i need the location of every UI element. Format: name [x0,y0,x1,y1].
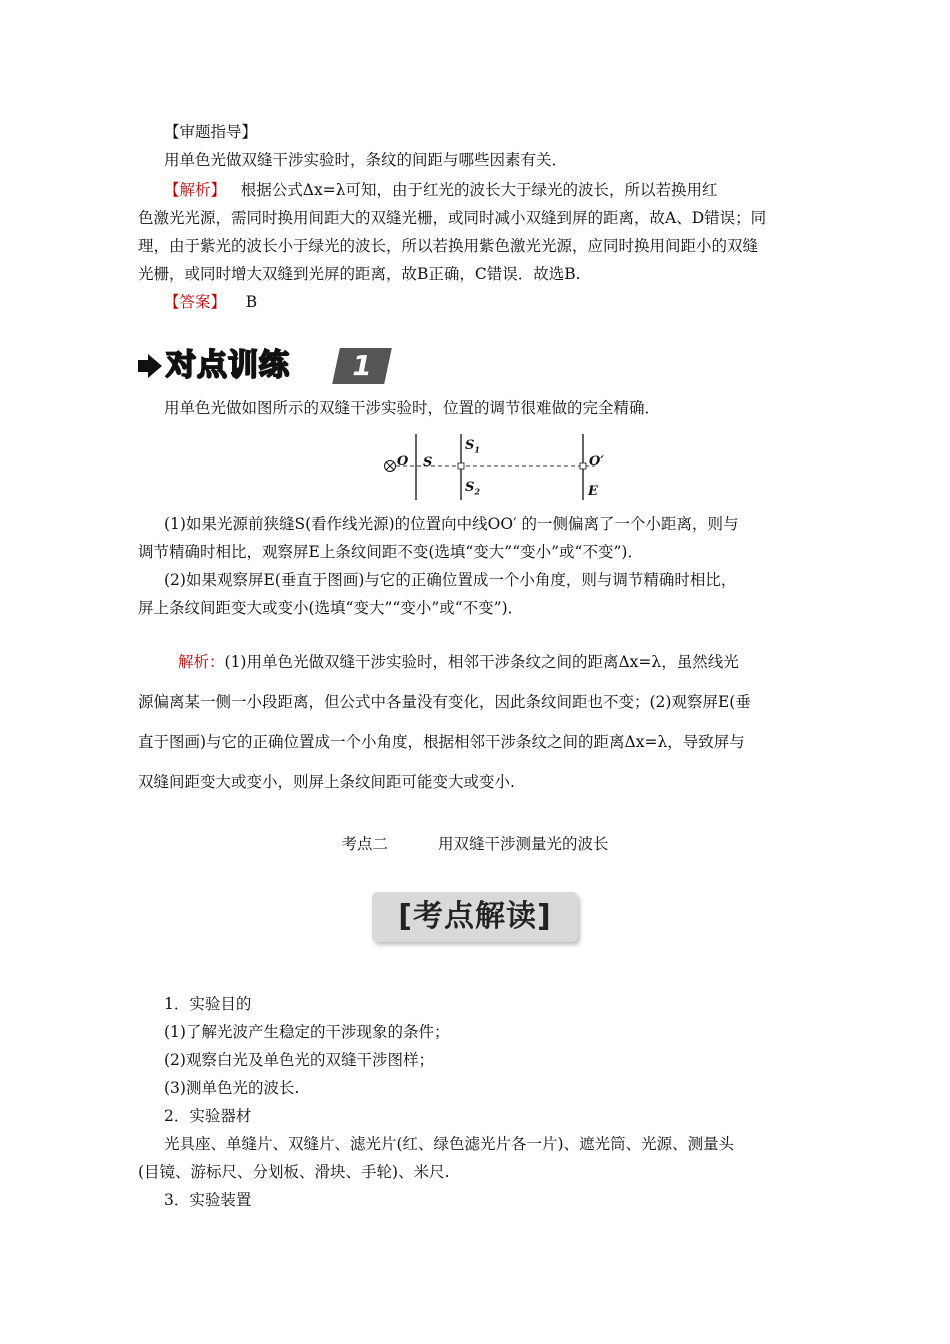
content-h1: 1．实验目的 [164,995,252,1013]
practice-number: 1 [352,349,372,382]
analysis1-line3: 理，由于紫光的波长小于绿光的波长，所以若换用紫色激光光源，应同时换用间距小的双缝 [138,237,759,255]
content-p2: (2)观察白光及单色光的双缝干涉图样； [164,1051,434,1069]
analysis2-line1 [178,652,858,672]
content-p4: 光具座、单缝片、双缝片、滤光片(红、绿色滤光片各一片)、遮光筒、光源、测量头 [164,1135,735,1153]
analysis1-label: 【解析】 [164,181,227,199]
section-number: 考点二 [341,835,388,853]
answer1-value: B [245,293,258,311]
guide-title: 【审题指导】 [164,123,258,141]
double-slit-diagram [380,432,610,502]
answer1 [164,292,844,312]
section-heading [0,832,950,854]
analysis1-line4: 光栅，或同时增大双缝到光屏的距离，故B正确，C错误．故选B. [138,265,581,283]
content-h3: 3．实验装置 [164,1191,252,1209]
guide-text: 用单色光做双缝干涉实验时，条纹的间距与哪些因素有关． [164,151,568,169]
question2-line2: 屏上条纹间距变大或变小(选填“变大”“变小”或“不变”)． [138,599,524,617]
practice-banner-text: 对点训练 [166,348,290,383]
exercise-intro: 用单色光做如图所示的双缝干涉实验时，位置的调节很难做的完全精确． [164,399,661,417]
content-h2: 2．实验器材 [164,1107,252,1125]
kaodian-badge: [考点解读] [372,892,578,942]
analysis2-line4: 双缝间距变大或变小，则屏上条纹间距可能变大或变小. [138,773,515,791]
analysis1-line2: 色激光光源，需同时换用间距大的双缝光栅，或同时减小双缝到屏的距离，故A、D错误；同 [138,209,767,227]
practice-banner [136,346,396,386]
label-o: O [397,454,409,469]
label-s1: $S_1$ [465,438,480,455]
analysis1-line1 [164,180,844,200]
content-p3: (3)测单色光的波长. [164,1079,300,1097]
analysis2-text1: (1)用单色光做双缝干涉实验时，相邻干涉条纹之间的距离Δx=λ，虽然线光 [224,653,739,671]
question2-line1: (2)如果观察屏E(垂直于图画)与它的正确位置成一个小角度，则与调节精确时相比， [164,571,737,589]
analysis1-text1: 根据公式Δx=λ可知，由于红光的波长大于绿光的波长，所以若换用红 [240,181,718,199]
answer1-label: 【答案】 [164,293,227,311]
question1-line1: (1)如果光源前狭缝S(看作线光源)的位置向中线OO′ 的一侧偏离了一个小距离，则与 [164,515,739,533]
analysis2-line3: 直于图画)与它的正确位置成一个小角度，根据相邻干涉条纹之间的距离Δx=λ，导致屏与 [138,733,745,751]
analysis2-label: 解析： [178,653,225,671]
analysis2-line2: 源偏离某一侧一小段距离，但公式中各量没有变化，因此条纹间距也不变；(2)观察屏E(垂 [138,693,751,711]
label-o-prime: O′ [589,454,604,469]
label-s2: $S_2$ [465,480,480,497]
label-s: S [423,455,433,470]
section-title: 用双缝干涉测量光的波长 [438,835,609,853]
question1-line2: 调节精确时相比，观察屏E上条纹间距不变(选填“变大”“变小”或“不变”)． [138,543,643,561]
label-e: E [588,484,598,499]
content-p1: (1)了解光波产生稳定的干涉现象的条件； [164,1023,450,1041]
content-p5: (目镜、游标尺、分划板、滑块、手轮)、米尺. [138,1163,450,1181]
